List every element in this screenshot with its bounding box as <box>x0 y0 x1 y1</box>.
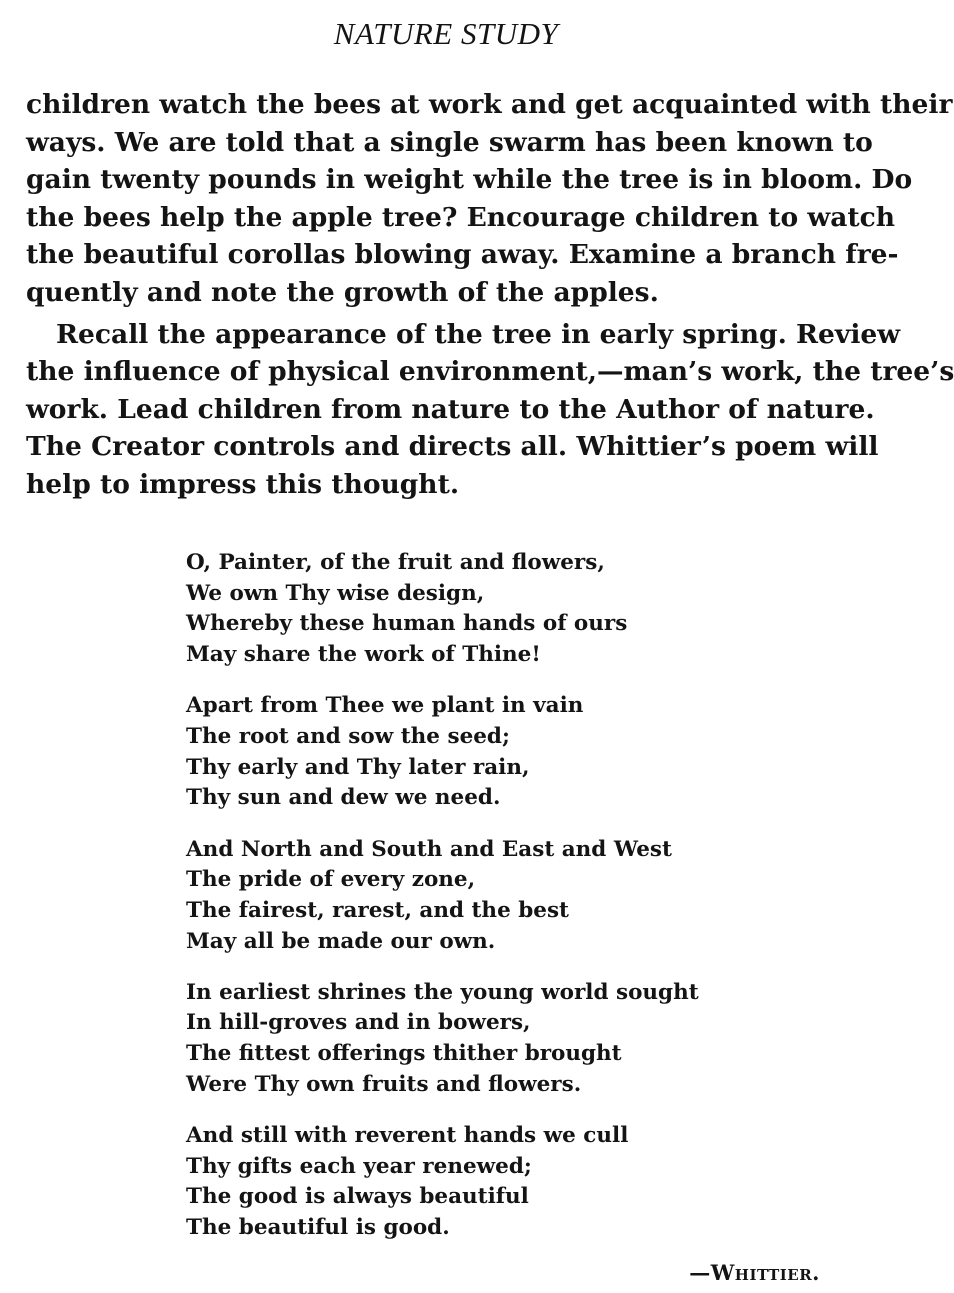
poem-stanza <box>186 691 786 814</box>
poem <box>186 548 786 1264</box>
verse-line: The root and sow the seed; <box>186 723 510 749</box>
paragraph-line: work. Lead children from nature to the Author of nature. <box>26 393 875 425</box>
poem-stanza <box>186 835 786 958</box>
paragraph-line: children watch the bees at work and get acquainted with their <box>26 89 953 120</box>
paragraph-line: the beautiful corollas blowing away. Examine a branch fre- <box>26 239 899 271</box>
poem-stanza <box>186 978 786 1101</box>
verse-line: The good is always beautiful <box>186 1184 529 1210</box>
paragraph-line: the influence of physical environment,—man’s work, the tree’s <box>26 356 954 388</box>
poem-stanza <box>186 1121 786 1244</box>
poem-stanza <box>186 548 786 671</box>
verse-line: The pride of every zone, <box>186 867 476 893</box>
paragraph <box>26 316 954 504</box>
paragraph-line: The Creator controls and directs all. Whittier’s poem will <box>26 431 879 463</box>
verse-line: May all be made our own. <box>186 928 496 954</box>
verse-line: May share the work of Thine! <box>186 642 541 668</box>
running-head: NATURE STUDY <box>333 16 559 51</box>
paragraph-line: gain twenty pounds in weight while the tree is in bloom. Do <box>26 164 913 196</box>
verse-line: The fittest offerings thither brought <box>186 1041 622 1067</box>
paragraph-line: help to impress this thought. <box>26 468 460 500</box>
paragraph-line: the bees help the apple tree? Encourage children to watch <box>26 201 896 233</box>
verse-line: And North and South and East and West <box>186 836 672 862</box>
verse-line: O, Painter, of the fruit and flowers, <box>186 550 605 575</box>
verse-line: Were Thy own fruits and flowers. <box>186 1071 582 1097</box>
verse-line: Thy early and Thy later rain, <box>186 754 530 780</box>
verse-line: Whereby these human hands of ours <box>186 611 628 637</box>
paragraph <box>26 86 953 312</box>
verse-line: Thy gifts each year renewed; <box>186 1153 532 1179</box>
poem-attribution: —Whittier. <box>689 1260 820 1285</box>
verse-line: Thy sun and dew we need. <box>186 785 501 811</box>
paragraph-line: Recall the appearance of the tree in early spring. Review <box>56 318 901 350</box>
verse-line: The fairest, rarest, and the best <box>186 897 569 923</box>
paragraph-line: ways. We are told that a single swarm has been known to <box>26 126 873 158</box>
verse-line: And still with reverent hands we cull <box>186 1123 629 1148</box>
verse-line: The beautiful is good. <box>186 1215 450 1241</box>
paragraph-line: quently and note the growth of the apples. <box>26 276 659 308</box>
verse-line: In earliest shrines the young world sought <box>186 979 699 1005</box>
verse-line: We own Thy wise design, <box>186 580 485 606</box>
verse-line: Apart from Thee we plant in vain <box>186 693 584 719</box>
verse-line: In hill-groves and in bowers, <box>186 1010 531 1036</box>
prose-body <box>26 86 954 504</box>
